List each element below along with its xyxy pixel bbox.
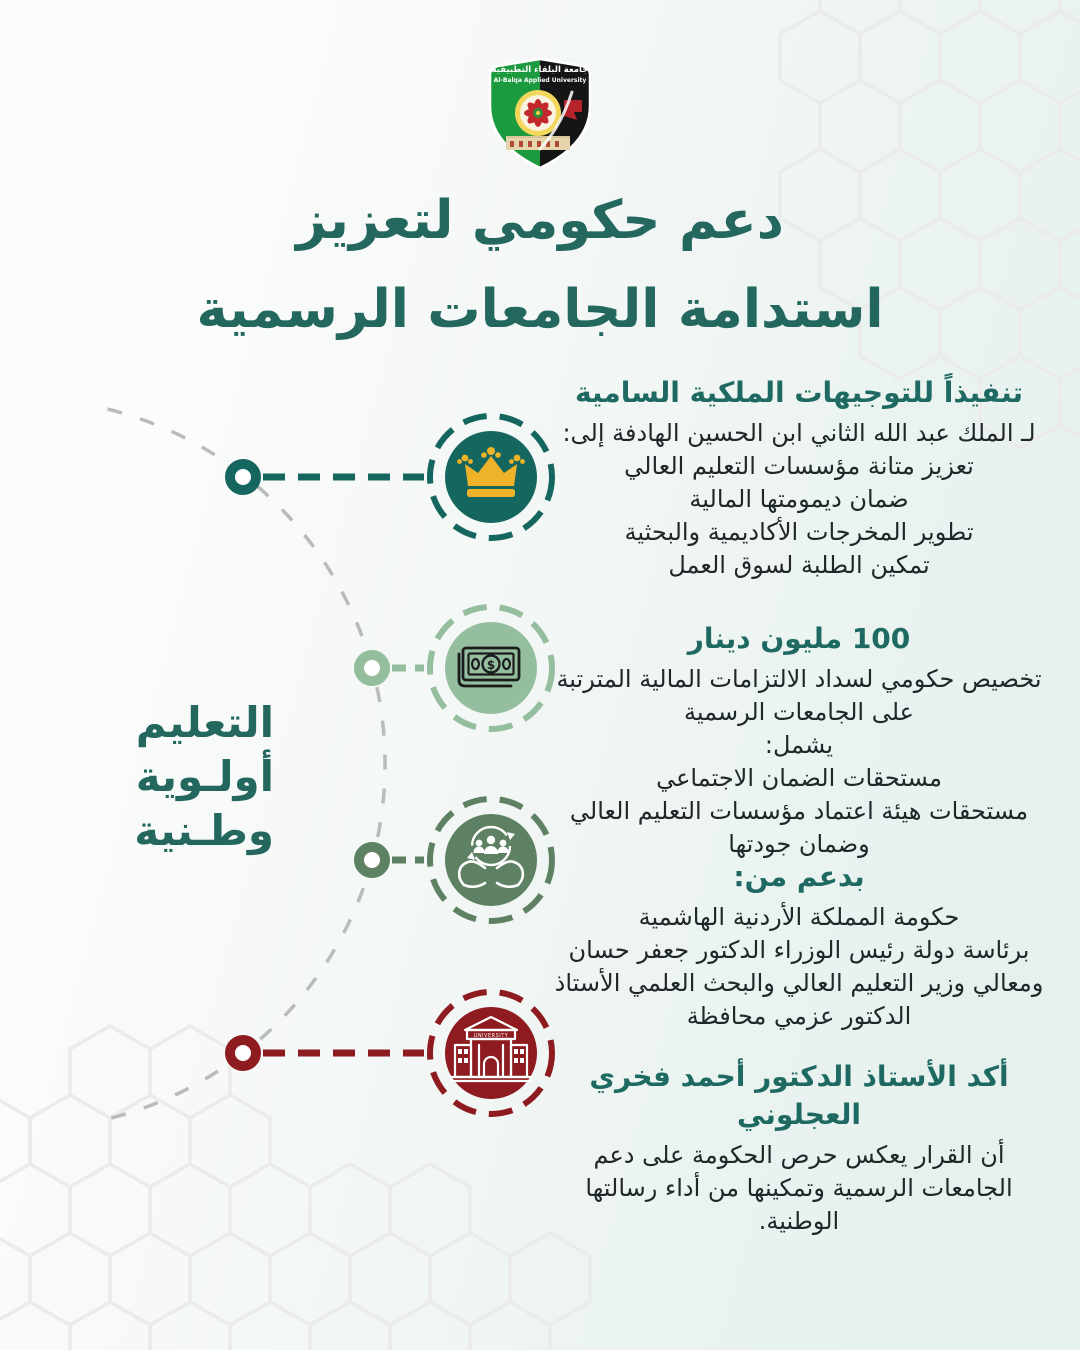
timeline-node-statement — [230, 1040, 256, 1066]
side-caption-line: أولـوية — [135, 752, 274, 801]
section-paragraph: مستحقات الضمان الاجتماعي — [656, 764, 942, 792]
badge-royal — [421, 407, 561, 547]
section-paragraph: تمكين الطلبة لسوق العمل — [668, 551, 930, 579]
timeline-node-allocation — [359, 655, 385, 681]
section-paragraph: حكومة المملكة الأردنية الهاشمية — [638, 903, 960, 931]
page-title-line2: استدامة الجامعات الرسمية — [196, 279, 884, 340]
page-title — [0, 176, 1080, 354]
section-heading: 100 مليون دينار — [687, 622, 911, 655]
dollar-sign: $ — [486, 658, 496, 672]
section-allocation — [552, 620, 1046, 861]
section-paragraph: ومعالي وزير التعليم العالي والبحث العلمي الأستاذ الدكتور عزمي محافظة — [554, 969, 1044, 1030]
section-paragraph: تخصيص حكومي لسداد الالتزامات المالية المترتبة على الجامعات الرسمية — [556, 665, 1042, 726]
section-statement — [552, 1058, 1046, 1238]
side-caption — [76, 696, 274, 858]
section-heading: أكد الأستاذ الدكتور أحمد فخري العجلوني — [589, 1060, 1009, 1131]
timeline-node-support — [359, 847, 385, 873]
section-paragraph: تطوير المخرجات الأكاديمية والبحثية — [624, 518, 974, 546]
section-heading: بدعم من: — [733, 860, 865, 893]
badge-support — [421, 790, 561, 930]
section-paragraph: أن القرار يعكس حرص الحكومة على دعم الجامعات الرسمية وتمكينها من أداء رسالتها الوطنية. — [585, 1141, 1013, 1235]
section-paragraph: ضمان ديمومتها المالية — [689, 485, 909, 513]
logo-name-english: Al-Balqa Applied University — [493, 77, 587, 84]
building-banner-label: UNIVERSITY — [473, 1033, 509, 1039]
badge-statement — [421, 983, 561, 1123]
section-heading: تنفيذاً للتوجيهات الملكية السامية — [574, 376, 1024, 409]
section-paragraph: مستحقات هيئة اعتماد مؤسسات التعليم العالي وضمان جودتها — [569, 797, 1029, 858]
timeline-node-royal — [230, 464, 256, 490]
badge-allocation — [421, 598, 561, 738]
side-caption-line: وطـنية — [134, 806, 274, 855]
page-title-line1: دعم حكومي لتعزيز — [296, 190, 784, 251]
side-caption-line: التعليم — [135, 698, 274, 747]
section-royal-directives — [552, 374, 1046, 582]
section-paragraph: تعزيز متانة مؤسسات التعليم العالي — [624, 452, 974, 480]
logo-name-arabic: جامعة البلقاء التطبيقية — [491, 65, 589, 75]
section-paragraph: لـ الملك عبد الله الثاني ابن الحسين الهادفة إلى: — [562, 419, 1036, 447]
section-paragraph: برئاسة دولة رئيس الوزراء الدكتور جعفر حسان — [568, 936, 1030, 964]
university-logo — [476, 56, 604, 174]
section-paragraph: يشمل: — [764, 731, 834, 759]
section-support — [552, 858, 1046, 1033]
